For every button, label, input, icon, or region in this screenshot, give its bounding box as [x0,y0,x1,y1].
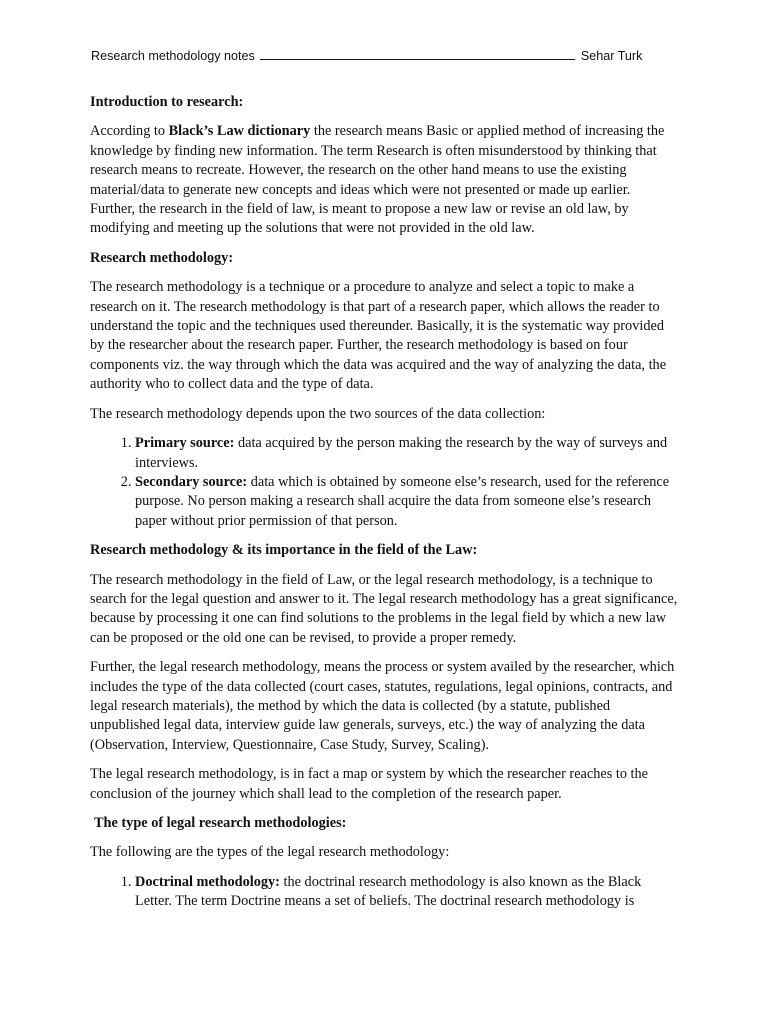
research-methodology-paragraph: The research methodology is a technique or a procedure to analyze and select a topic to make a research on it. The research methodology is that part of a research paper, which allows the reader to understand the topic and the techniques used thereunder. Basically, it is the systematic way provided by the researcher about the research paper. Further, the research methodology is based on four components viz. the way through which the data was acquired and the way of analyzing the data, the authority who to collect data and the type of data. [90,279,667,393]
document-body [90,93,678,922]
types-list [90,873,678,912]
intro-heading: Introduction to research: [90,94,244,110]
header-underline [260,48,575,60]
types-heading: The type of legal research methodologies: [94,815,347,831]
list-item [135,473,678,531]
law-paragraph-2: Further, the legal research methodology, means the process or system availed by the researcher, which includes the type of the data collected (court cases, statutes, regulations, legal opinions, contracts, and legal research materials), the method by which the data is collected (by a statute, published unpublished legal data, interview guide law generals, surveys, etc.) the way of analyzing the data (Observation, Interview, Questionnaire, Case Study, Survey, Scaling). [90,659,675,753]
law-paragraph-3: The legal research methodology, is in fact a map or system by which the researcher reaches to the conclusion of the journey which shall lead to the completion of the research paper. [90,766,649,802]
law-paragraph-1: The research methodology in the field of Law, or the legal research methodology, is a technique to search for the legal question and answer to it. The legal research methodology has a great significance, because by processing it one can find solutions to the problems in the legal field by which a new law can be proposed or the old one can be revised, to provide a proper remedy. [90,571,678,646]
list-item-text: data acquired by the person making the research by the way of surveys and interviews. [135,435,668,471]
data-sources-intro: The research methodology depends upon the two sources of the data collection: [90,405,546,422]
list-item-text: the doctrinal research methodology is also known as the Black Letter. The term Doctrine means a set of beliefs. The doctrinal research methodology is [135,873,642,910]
list-item-text: data which is obtained by someone else’s research, used for the reference purpose. No person making a research shall acquire the data from someone else’s research paper without prior permission of that person. [135,473,670,529]
intro-paragraph [90,122,678,238]
list-item [135,434,678,473]
law-importance-heading: Research methodology & its importance in the field of the Law: [90,542,478,559]
page-header [91,47,651,65]
list-item [135,873,678,912]
header-title: Research methodology notes [91,49,255,63]
list-item-lead: Secondary source: [135,473,248,490]
types-intro: The following are the types of the legal research methodology: [90,844,450,861]
header-author: Sehar Turk [580,49,643,63]
list-item-lead: Primary source: [135,435,235,452]
list-item-lead: Doctrinal methodology: [135,873,280,890]
sources-list [90,434,678,531]
intro-bold-term: Black’s Law dictionary [168,123,311,140]
intro-rest: the research means Basic or applied method of increasing the knowledge by finding new information. The term Research is often misunderstood by thinking that research means to recreate. However, the research on the other hand means to use the existing material/data to generate new concepts and ideas which were not presented or made up earlier. Further, the research in the field of law, is meant to propose a new law or revise an old law, by modifying and meeting up the solutions that were not provided in the old law. [90,123,665,237]
research-methodology-heading: Research methodology: [90,249,234,266]
intro-prefix: According to [90,123,169,140]
